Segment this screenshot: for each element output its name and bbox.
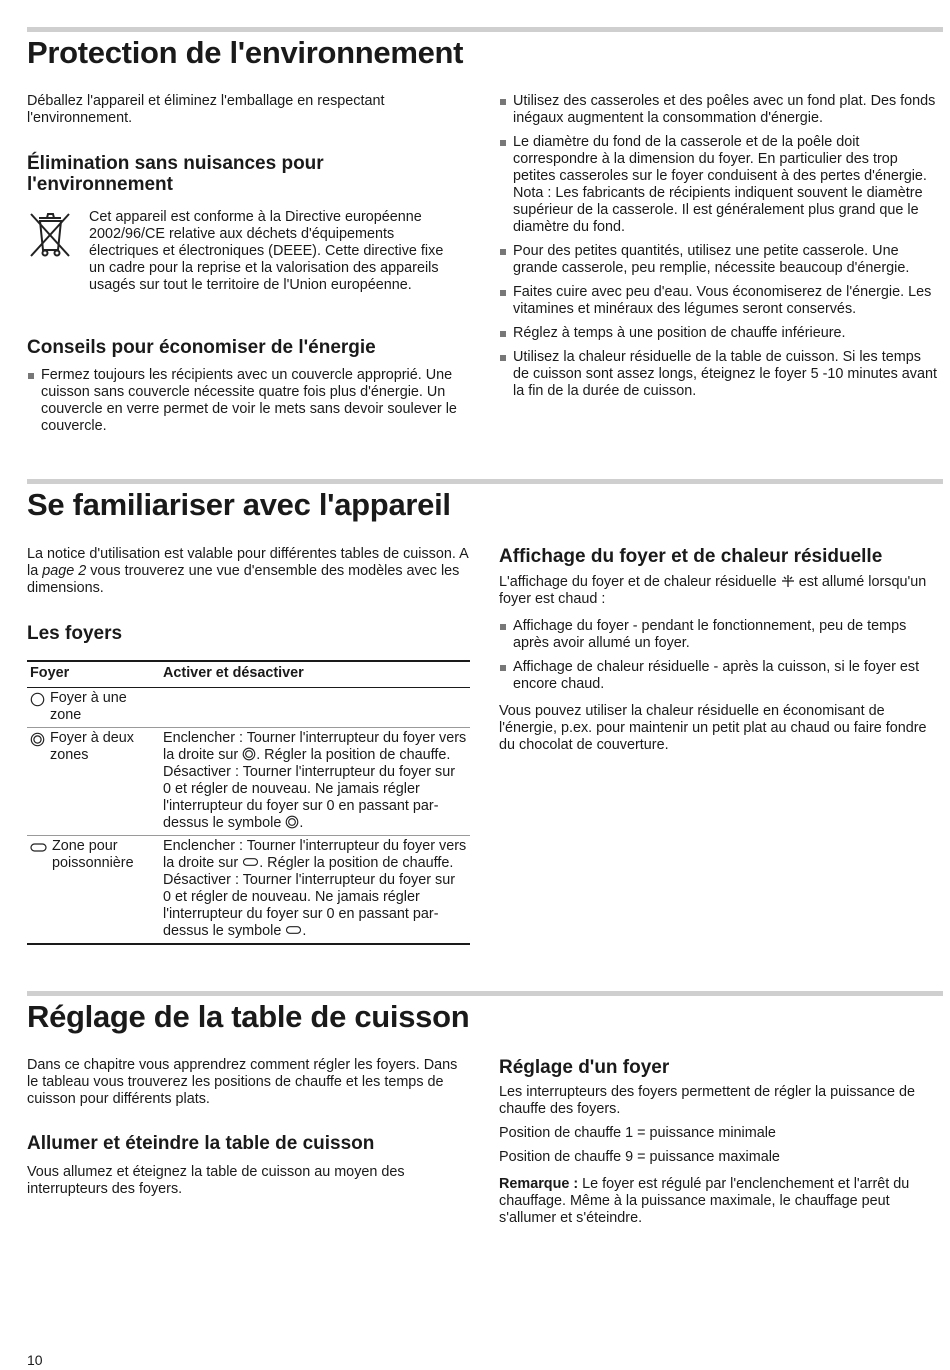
heat-position-max: Position de chauffe 9 = puissance maximale [499, 1149, 780, 1165]
section-divider [27, 479, 943, 484]
hotplates-heading: Les foyers [27, 623, 123, 644]
residual-heat-list [499, 618, 939, 700]
table-header-row [27, 661, 470, 688]
heat-position-min: Position de chauffe 1 = puissance minimale [499, 1125, 776, 1141]
hotplates-table [27, 660, 470, 945]
section-divider [27, 27, 943, 32]
section-title-environment: Protection de l'environnement [27, 35, 464, 70]
hotplate-description: Enclencher : Tourner l'interrupteur du foyer vers la droite sur . Régler la position de chauffe. Désactiver : Tourner l'interrupteur du foyer sur 0 et régler de nouveau. Ne jamais régler l'interrupteur du foyer sur 0 en passant par-dessus le symbole . [160, 836, 470, 945]
hotplate-setting-text: Les interrupteurs des foyers permettent de régler la puissance de chauffe des foyers. [499, 1084, 915, 1117]
hotplate-name: Foyer à deux zones [50, 730, 134, 763]
section-divider [27, 991, 943, 996]
single-zone-icon [30, 692, 45, 707]
remark-text: Remarque : Le foyer est régulé par l'enclenchement et l'arrêt du chauffage. Même à la puissance maximale, le chauffage peut s'allumer et s'éteindre. [499, 1176, 910, 1226]
settings-intro: Dans ce chapitre vous apprendrez comment régler les foyers. Dans le tableau vous trouverez les positions de chauffe et les temps de cuisson pour différents plats. [27, 1057, 458, 1107]
dual-zone-icon [242, 747, 256, 761]
hotplate-description: Enclencher : Tourner l'interrupteur du foyer vers la droite sur . Régler la position de chauffe. Désactiver : Tourner l'interrupteur du foyer sur 0 et régler de nouveau. Ne jamais régler l'interrupteur du foyer sur 0 en passant par-dessus le symbole . [160, 728, 470, 836]
section-title-settings: Réglage de la table de cuisson [27, 999, 470, 1034]
page-reference-link[interactable]: page 2 [42, 563, 87, 579]
residual-heat-heading: Affichage du foyer et de chaleur résiduelle [499, 546, 883, 567]
table-row [27, 728, 470, 836]
dual-zone-icon [285, 815, 299, 829]
fish-kettle-zone-icon [285, 923, 302, 937]
residual-heat-indicator-icon [781, 573, 795, 588]
hotplate-name: Zone pour poissonnière [52, 838, 134, 871]
page-number: 10 [27, 1352, 43, 1368]
list-item: Utilisez la chaleur résiduelle de la table de cuisson. Si les temps de cuisson sont assez longs, éteignez le foyer 5 -10 minutes avant la fin de la durée de cuisson. [499, 349, 939, 400]
residual-heat-text: Vous pouvez utiliser la chaleur résiduelle en économisant de l'énergie, p.ex. pour maintenir un petit plat au chaud ou faire fondre du chocolat de couverture. [499, 703, 927, 753]
appliance-intro: La notice d'utilisation est valable pour différentes tables de cuisson. A la page 2 vous trouverez une vue d'ensemble des modèles avec les dimensions. [27, 546, 468, 596]
list-item: Affichage de chaleur résiduelle - après la cuisson, si le foyer est encore chaud. [499, 659, 939, 693]
energy-tips-list-left [27, 367, 472, 442]
disposal-heading: Élimination sans nuisances pour l'environnement [27, 153, 324, 195]
switch-on-off-text: Vous allumez et éteignez la table de cuisson au moyen des interrupteurs des foyers. [27, 1164, 405, 1197]
list-item: Faites cuire avec peu d'eau. Vous économiserez de l'énergie. Les vitamines et minéraux des légumes seront conservés. [499, 284, 939, 318]
list-item: Le diamètre du fond de la casserole et de la poêle doit correspondre à la dimension du foyer. En particulier des trop petites casseroles sur le foyer conduisent à des pertes d'énergie. Nota : Les fabricants de récipients indiquent souvent le diamètre supérieur de la casserole. Il est généralement plus grand que le diamètre du fond. [499, 134, 939, 236]
switch-on-off-heading: Allumer et éteindre la table de cuisson [27, 1133, 375, 1154]
weee-crossed-bin-icon [27, 208, 73, 260]
list-item: Fermez toujours les récipients avec un couvercle approprié. Une cuisson sans couvercle nécessite quatre fois plus d'énergie. Un couvercle en verre permet de voir le mets sans devoir soulever le couvercle. [27, 367, 472, 435]
dual-zone-icon [30, 732, 45, 747]
fish-kettle-zone-icon [30, 840, 47, 855]
section-title-appliance: Se familiariser avec l'appareil [27, 487, 451, 522]
weee-directive-text: Cet appareil est conforme à la Directive européenne 2002/96/CE relative aux déchets d'équipements électriques et électroniques (DEEE). Cette directive fixe un cadre pour la reprise et la valorisation des appareils usagés sur tout le territoire de l'Union européenne. [89, 209, 444, 293]
column-header: Activer et désactiver [160, 661, 470, 688]
list-item: Affichage du foyer - pendant le fonctionnement, peu de temps après avoir allumé un foyer. [499, 618, 939, 652]
environment-intro: Déballez l'appareil et éliminez l'emballage en respectant l'environnement. [27, 93, 385, 126]
hotplate-name: Foyer à une zone [50, 690, 127, 723]
list-item: Pour des petites quantités, utilisez une petite casserole. Une grande casserole, peu remplie, nécessite beaucoup d'énergie. [499, 243, 939, 277]
hotplate-setting-heading: Réglage d'un foyer [499, 1057, 670, 1078]
fish-kettle-zone-icon [242, 855, 259, 869]
table-row [27, 836, 470, 945]
hotplate-description [160, 688, 470, 728]
table-row [27, 688, 470, 728]
energy-tips-list-right [499, 93, 939, 407]
column-header: Foyer [27, 661, 160, 688]
energy-tips-heading: Conseils pour économiser de l'énergie [27, 337, 376, 358]
list-item: Utilisez des casseroles et des poêles avec un fond plat. Des fonds inégaux augmentent la consommation d'énergie. [499, 93, 939, 127]
list-item: Réglez à temps à une position de chauffe inférieure. [499, 325, 939, 342]
residual-heat-intro: L'affichage du foyer et de chaleur résiduelle est allumé lorsqu'un foyer est chaud : [499, 574, 927, 607]
